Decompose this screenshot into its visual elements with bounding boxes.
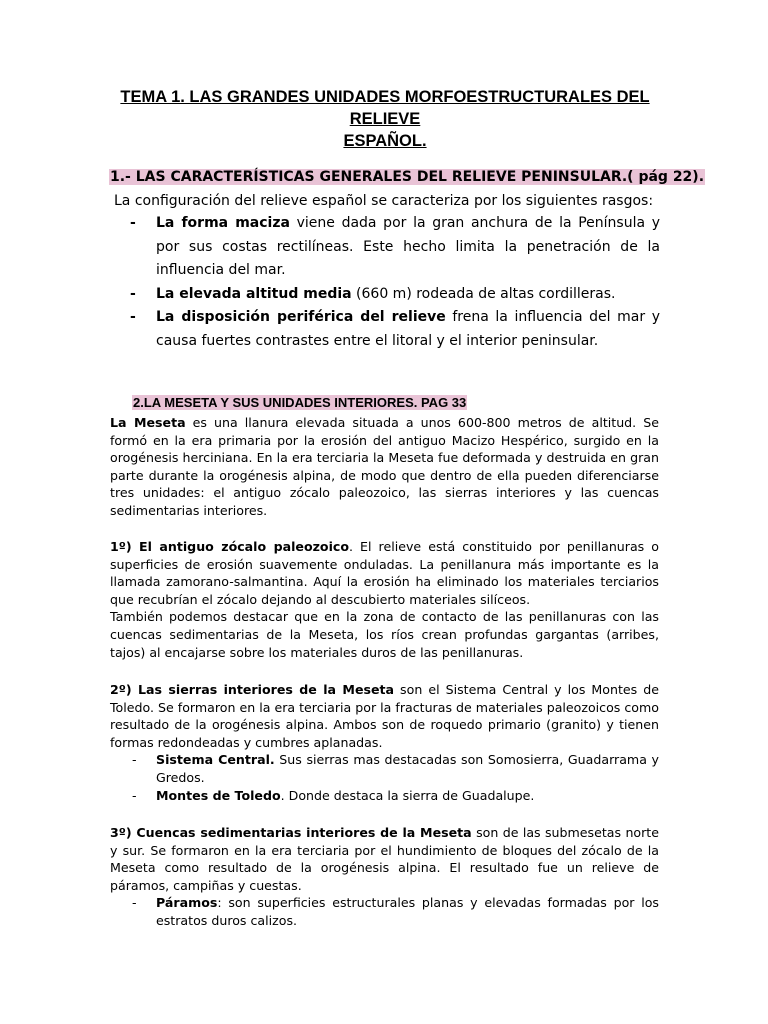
item-text: Sus sierras mas destacadas son Somosierra, Guadarrama y Gredos. [156,752,660,785]
dash-bullet: - [130,309,136,325]
item-bold: La elevada altitud media [156,285,352,302]
item-text: viene dada por la gran anchura de la Península y por sus costas rectilíneas. Este hecho limita la penetración de la influencia del mar. [156,215,660,278]
dash-bullet: - [130,285,136,302]
item-bold: Montes de Toledo [156,787,281,803]
section-1-list [130,212,660,353]
dash-bullet: - [132,787,137,803]
paragraph-bold: La Meseta [110,415,186,430]
cuencas-block [110,824,659,930]
title-line-2: ESPAÑOL. [343,132,427,150]
section-1-intro: La configuración del relieve español se caracteriza por los siguientes rasgos: [114,193,654,209]
item-text: . Donde destaca la sierra de Guadalupe. [280,787,535,803]
sierras-list [110,751,659,804]
item-bold: Páramos [156,895,218,911]
list-item [130,306,660,353]
section-2-heading [132,394,467,412]
section-1-heading-text: 1.- LAS CARACTERÍSTICAS GENERALES DEL RELIEVE PENINSULAR.( pág 22). [110,169,705,185]
paragraph-meseta [110,414,659,520]
section-2-heading-text: 2.LA MESETA Y SUS UNIDADES INTERIORES. PAG 33 [133,395,467,410]
list-item [110,894,659,929]
item-bold: La forma maciza [156,215,290,231]
section-2-body [110,414,659,520]
paragraph-zocalo [110,538,659,608]
paragraph-text: son de las submesetas norte y sur. Se formaron en la era terciaria por el hundimiento de bloques del zócalo de la Meseta como resultado de la orogénesis alpina. El resultado fue un relieve de páramos, campiñas y cuestas. [110,825,659,893]
paragraph-text: son el Sistema Central y los Montes de Toledo. Se formaron en la era terciaria por la fracturas de materiales paleozoicos como resultado de la orogénesis alpina. Ambos son de roquedo primario (granito) y tienen formas redondeadas y cumbres aplanadas. [110,682,659,750]
dash-bullet: - [132,752,137,768]
paragraph-bold: 3º) Cuencas sedimentarias interiores de la Meseta [110,825,472,840]
item-bold: Sistema Central. [156,752,275,768]
dash-bullet: - [132,895,137,911]
zocalo-block [110,538,659,661]
sierras-block [110,681,659,804]
paragraph-sierras [110,681,659,751]
list-item [130,212,660,283]
paragraph-text: es una llanura elevada situada a unos 600-800 metros de altitud. Se formó en la era primaria por la erosión del antiguo Macizo Hespérico, surgido en la orogénesis herciniana. En la era terciaria la Meseta fue deformada y destruida en gran parte durante la orogénesis alpina, de modo que dentro de ella pueden diferenciarse tres unidades: el antiguo zócalo paleozoico, las sierras interiores y las cuencas sedimentarias interiores. [110,415,659,518]
paragraph-bold: 2º) Las sierras interiores de la Meseta [110,682,395,697]
paragraph-text: . El relieve está constituido por penillanuras o superficies de erosión suavemente onduladas. La penillanura más importante es la llamada zamorano-salmantina. Aquí la erosión ha eliminado los materiales terciarios que recubrían el zócalo dejando al descubierto materiales silíceos. [110,539,659,607]
item-text: : son superficies estructurales planas y elevadas formadas por los estratos duros calizos. [156,895,659,928]
section-1-heading [109,168,705,187]
title-line-1: TEMA 1. LAS GRANDES UNIDADES MORFOESTRUCTURALES DEL RELIEVE [120,88,650,128]
list-item [130,283,660,307]
item-text: frena la influencia del mar y causa fuertes contrastes entre el litoral y el interior peninsular. [156,309,660,349]
paragraph-cuencas [110,824,659,894]
list-item [110,787,659,805]
document-title [100,86,670,152]
item-bold: La disposición periférica del relieve [156,309,446,325]
dash-bullet: - [130,215,136,231]
paragraph-gargantas: También podemos destacar que en la zona de contacto de las penillanuras con las cuencas sedimentarias de la Meseta, los ríos crean profundas gargantas (arribes, tajos) al encajarse sobre los materiales duros de las penillanuras. [110,609,659,660]
paragraph-bold: 1º) El antiguo zócalo paleozoico [110,539,350,554]
list-item [110,751,659,786]
item-text: (660 m) rodeada de altas cordilleras. [351,285,616,302]
cuencas-list [110,894,659,929]
